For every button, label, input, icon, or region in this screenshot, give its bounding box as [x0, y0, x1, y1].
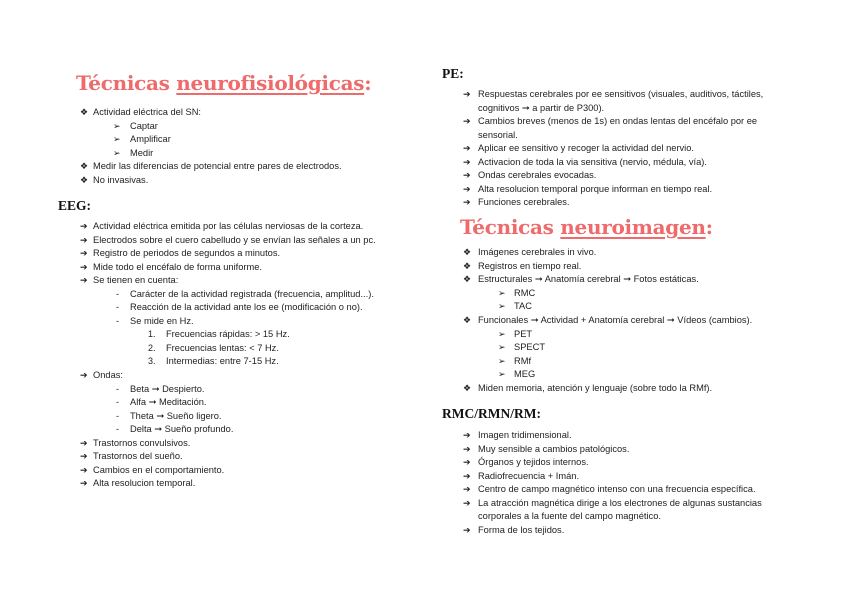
diamond-bullet-icon: ❖: [80, 161, 89, 172]
list-item: Imágenes cerebrales in vivo.: [478, 247, 597, 257]
list-item: sensorial.: [478, 129, 518, 140]
list-item: Forma de los tejidos.: [478, 524, 565, 535]
list-item: No invasivas.: [93, 175, 149, 185]
dash-bullet: -: [116, 397, 119, 408]
arrow-bullet-icon: ➔: [463, 197, 471, 207]
heading-rmc: RMC/RMN/RM:: [442, 406, 541, 421]
arrow-bullet-icon: ➔: [463, 89, 471, 99]
list-item: Funciones cerebrales.: [478, 197, 570, 207]
triangle-bullet-icon: ➢: [498, 342, 506, 353]
list-item: RMf: [514, 355, 532, 366]
triangle-bullet-icon: ➢: [113, 147, 121, 158]
heading-eeg: EEG:: [58, 198, 92, 213]
arrow-bullet-icon: ➔: [80, 275, 88, 285]
list-item: Registro de periodos de segundos a minutos.: [93, 248, 281, 258]
arrow-bullet-icon: ➔: [80, 451, 88, 462]
diamond-bullet-icon: ❖: [463, 274, 472, 285]
title-colon: :: [364, 71, 372, 95]
title-text: Técnicas: [460, 215, 561, 239]
dash-bullet: -: [116, 410, 119, 421]
diamond-bullet-icon: ❖: [80, 107, 89, 117]
list-item: Alta resolucion temporal porque informan en tiempo real.: [478, 183, 713, 194]
list-item: Captar: [130, 120, 158, 131]
list-number: 2.: [148, 342, 156, 353]
list-item: Activacion de toda la via sensitiva (nervio, médula, vía).: [478, 156, 707, 167]
title-text: Técnicas: [76, 71, 177, 95]
list-item: MEG: [514, 369, 536, 380]
list-item: PET: [514, 328, 533, 339]
list-number: 1.: [148, 329, 156, 339]
arrow-bullet-icon: ➔: [80, 234, 88, 245]
list-item: RMC: [514, 287, 536, 298]
list-item: Intermedias: entre 7-15 Hz.: [166, 356, 279, 367]
title-underlined: neuroimagen: [560, 215, 706, 239]
arrow-bullet-icon: ➔: [463, 457, 471, 467]
list-item: Ondas cerebrales evocadas.: [478, 170, 597, 180]
list-item: Trastornos del sueño.: [93, 451, 183, 462]
arrow-bullet-icon: ➔: [463, 143, 471, 153]
triangle-bullet-icon: ➢: [113, 120, 121, 131]
list-item: La atracción magnética dirige a los electrones de algunas sustancias: [478, 497, 762, 508]
triangle-bullet-icon: ➢: [498, 328, 506, 339]
list-item: Actividad eléctrica emitida por las células nerviosas de la corteza.: [93, 221, 364, 231]
arrow-bullet-icon: ➔: [463, 183, 471, 194]
list-item: Muy sensible a cambios patológicos.: [478, 443, 630, 454]
arrow-bullet-icon: ➔: [463, 497, 471, 508]
arrow-bullet-icon: ➔: [80, 248, 88, 258]
list-item: Aplicar ee sensitivo y recoger la actividad del nervio.: [478, 143, 695, 153]
list-item: Reacción de la actividad ante los ee (modificación o no).: [130, 302, 363, 312]
list-item: Medir: [130, 147, 154, 158]
arrow-bullet-icon: ➔: [463, 443, 471, 454]
list-item: Órganos y tejidos internos.: [478, 457, 589, 467]
arrow-bullet-icon: ➔: [463, 170, 471, 180]
dash-bullet: -: [116, 302, 119, 312]
list-item: Registros en tiempo real.: [478, 260, 582, 271]
dash-bullet: -: [116, 383, 119, 394]
arrow-bullet-icon: ➔: [463, 430, 471, 440]
title-neurofisiologicas: [76, 71, 371, 95]
list-item: Trastornos convulsivos.: [93, 437, 191, 448]
dash-bullet: -: [116, 315, 119, 326]
list-number: 3.: [148, 356, 156, 367]
list-item: Beta ➞ Despierto.: [130, 383, 205, 394]
list-item: Imagen tridimensional.: [478, 430, 572, 440]
list-item: Alfa ➞ Meditación.: [130, 397, 207, 408]
list-item: Medir las diferencias de potencial entre pares de electrodos.: [93, 161, 342, 172]
arrow-bullet-icon: ➔: [80, 464, 88, 475]
list-item: Actividad eléctrica del SN:: [93, 107, 201, 117]
list-item: TAC: [514, 301, 532, 312]
list-item: corporales a la fuente del campo magnético.: [478, 511, 661, 521]
triangle-bullet-icon: ➢: [498, 287, 506, 298]
list-item: Ondas:: [93, 370, 123, 380]
diamond-bullet-icon: ❖: [463, 247, 472, 257]
list-item: Estructurales ➞ Anatomía cerebral ➞ Fotos estáticas.: [478, 274, 699, 285]
triangle-bullet-icon: ➢: [498, 355, 506, 366]
list-item: cognitivos ➞ a partir de P300).: [478, 102, 605, 113]
list-item: Delta ➞ Sueño profundo.: [130, 424, 234, 435]
list-item: Centro de campo magnético intenso con una frecuencia específica.: [478, 484, 756, 494]
list-item: Carácter de la actividad registrada (frecuencia, amplitud...).: [130, 288, 374, 299]
arrow-bullet-icon: ➔: [80, 221, 88, 231]
list-item: Frecuencias rápidas: > 15 Hz.: [166, 329, 290, 339]
arrow-bullet-icon: ➔: [463, 470, 471, 481]
triangle-bullet-icon: ➢: [498, 301, 506, 312]
arrow-bullet-icon: ➔: [463, 524, 471, 535]
list-item: Miden memoria, atención y lenguaje (sobre todo la RMf).: [478, 383, 713, 393]
diamond-bullet-icon: ❖: [80, 175, 89, 185]
list-item: Se mide en Hz.: [130, 315, 194, 326]
list-item: Se tienen en cuenta:: [93, 275, 179, 285]
list-item: Mide todo el encéfalo de forma uniforme.: [93, 261, 262, 272]
list-item: Theta ➞ Sueño ligero.: [130, 410, 222, 421]
list-item: Frecuencias lentas: < 7 Hz.: [166, 342, 279, 353]
list-item: Amplificar: [130, 134, 171, 145]
diamond-bullet-icon: ❖: [463, 315, 472, 325]
arrow-bullet-icon: ➔: [463, 116, 471, 126]
arrow-bullet-icon: ➔: [463, 484, 471, 494]
list-item: Electrodos sobre el cuero cabelludo y se envían las señales a un pc.: [93, 234, 376, 245]
title-neuroimagen: [460, 215, 713, 239]
title-colon: :: [705, 215, 713, 239]
list-item: Respuestas cerebrales por ee sensitivos (visuales, auditivos, táctiles,: [478, 89, 764, 99]
title-underlined: neurofisiológicas: [176, 71, 365, 95]
dash-bullet: -: [116, 424, 119, 435]
list-item: Radiofrecuencia + Imán.: [478, 470, 580, 481]
triangle-bullet-icon: ➢: [498, 369, 506, 380]
list-item: Cambios en el comportamiento.: [93, 464, 225, 475]
arrow-bullet-icon: ➔: [80, 261, 88, 272]
diamond-bullet-icon: ❖: [463, 260, 472, 271]
arrow-bullet-icon: ➔: [80, 437, 88, 448]
diamond-bullet-icon: ❖: [463, 383, 472, 393]
dash-bullet: -: [116, 288, 119, 299]
arrow-bullet-icon: ➔: [80, 370, 88, 380]
list-item: Funcionales ➞ Actividad + Anatomía cerebral ➞ Vídeos (cambios).: [478, 315, 753, 325]
list-item: Alta resolucion temporal.: [93, 478, 196, 489]
arrow-bullet-icon: ➔: [80, 478, 88, 489]
list-item: Cambios breves (menos de 1s) en ondas lentas del encéfalo por ee: [478, 116, 758, 126]
list-item: SPECT: [514, 342, 545, 353]
arrow-bullet-icon: ➔: [463, 156, 471, 167]
triangle-bullet-icon: ➢: [113, 134, 121, 145]
heading-pe: PE:: [442, 66, 464, 81]
